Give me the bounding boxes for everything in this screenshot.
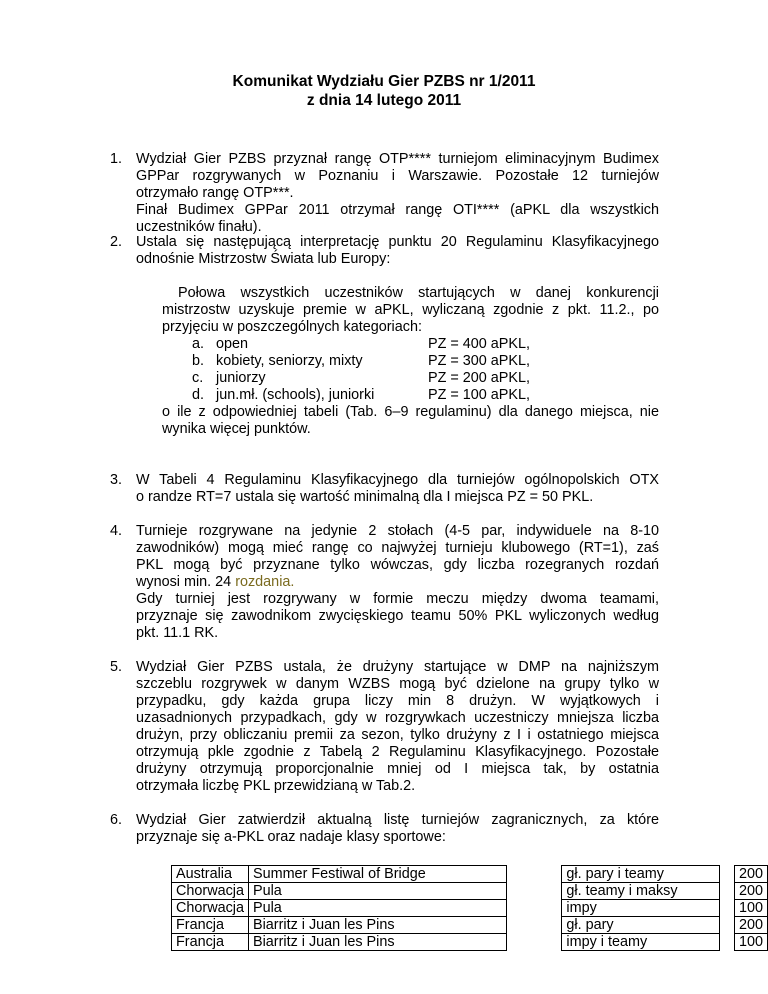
text-line: zawodników) mogą mieć rangę co najwyżej turnieju klubowego (RT=1), zaś	[136, 540, 659, 556]
text-line: Ustala się następującą interpretację punktu 20 Regulaminu Klasyfikacyjnego	[136, 234, 659, 250]
quote-line: przyjęciu w poszczególnych kategoriach:	[162, 319, 422, 335]
text-line: o randze RT=7 ustala się wartość minimalną dla I miejsca PZ = 50 PKL.	[136, 489, 594, 505]
text-line-start: wynosi min. 24	[136, 574, 232, 590]
text-line: otrzymują pkle zgodnie z Tabelą 2 Regulaminu Klasyfikacyjnego. Pozostałe	[136, 744, 659, 760]
points-cell: 200	[734, 866, 767, 883]
category-name: open	[216, 336, 249, 352]
text-line: odnośnie Mistrzostw Świata lub Europy:	[136, 251, 391, 267]
table-row	[172, 883, 768, 900]
item-number: 3.	[110, 472, 123, 488]
event-cell: Summer Festiwal of Bridge	[248, 866, 506, 883]
item-number: 2.	[110, 234, 123, 250]
event-cell: Biarritz i Juan les Pins	[248, 934, 506, 951]
type-cell: impy	[562, 900, 720, 917]
event-cell: Pula	[248, 900, 506, 917]
text-line: Finał Budimex GPPar 2011 otrzymał rangę OTI**** (aPKL dla wszystkich	[136, 202, 659, 218]
type-cell: gł. pary i teamy	[562, 866, 720, 883]
country-cell: Chorwacja	[172, 900, 249, 917]
text-line: GPPar rozgrywanych w Poznaniu i Warszawie. Pozostałe 12 turniejów	[136, 168, 659, 184]
type-cell: impy i teamy	[562, 934, 720, 951]
points-cell: 200	[734, 917, 767, 934]
text-line: uczestników finału).	[136, 219, 262, 235]
tournament-table	[171, 865, 768, 951]
country-cell: Chorwacja	[172, 883, 249, 900]
category-value: PZ = 400 aPKL,	[428, 336, 530, 352]
text-line: Wydział Gier PZBS przyznał rangę OTP**** turniejom eliminacyjnym Budimex	[136, 151, 659, 167]
text-line: szczeblu rozgrywek w danym WZBS mogą być dzielone na grupy tylko w	[136, 676, 659, 692]
item-number: 5.	[110, 659, 123, 675]
quote-line: o ile z odpowiedniej tabeli (Tab. 6–9 regulaminu) dla danego miejsca, nie	[162, 404, 659, 420]
points-cell: 200	[734, 883, 767, 900]
highlight-word: rozdania.	[235, 574, 295, 590]
points-cell: 100	[734, 900, 767, 917]
text-line: przyznaje się a-PKL oraz nadaje klasy sportowe:	[136, 829, 446, 845]
text-line: przyznaje się zawodnikom zwycięskiego teamu 50% PKL wyliczonych według	[136, 608, 659, 624]
text-line: Wydział Gier zatwierdził aktualną listę turniejów zagranicznych, za które	[136, 812, 659, 828]
type-cell: gł. teamy i maksy	[562, 883, 720, 900]
document-title: Komunikat Wydziału Gier PZBS nr 1/2011	[232, 73, 536, 90]
category-value: PZ = 300 aPKL,	[428, 353, 530, 369]
document-date: z dnia 14 lutego 2011	[306, 92, 462, 109]
category-letter: c.	[192, 370, 204, 386]
table-row	[172, 934, 768, 951]
text-line: otrzymało rangę OTP***.	[136, 185, 294, 201]
text-line: otrzymała liczbę PKL przewidzianą w Tab.2.	[136, 778, 416, 794]
category-letter: d.	[192, 387, 205, 403]
category-value: PZ = 100 aPKL,	[428, 387, 530, 403]
quote-line: Połowa wszystkich uczestników startujących w danej konkurencji	[178, 285, 659, 301]
item-number: 6.	[110, 812, 123, 828]
text-line: Gdy turniej jest rozgrywany w formie meczu między dwoma teamami,	[136, 591, 659, 607]
country-cell: Francja	[172, 917, 249, 934]
category-value: PZ = 200 aPKL,	[428, 370, 530, 386]
text-line: drużyny otrzymują proporcjonalnie mniej od I miejsca tak, by ostatnia	[136, 761, 659, 777]
event-cell: Biarritz i Juan les Pins	[248, 917, 506, 934]
table-row	[172, 900, 768, 917]
type-cell: gł. pary	[562, 917, 720, 934]
country-cell: Australia	[172, 866, 249, 883]
text-line: Turnieje rozgrywane na jedynie 2 stołach (4-5 par, indywiduele na 8-10	[136, 523, 659, 539]
item-number: 4.	[110, 523, 123, 539]
category-name: jun.mł. (schools), juniorki	[216, 387, 375, 403]
text-line: przypadku, gdy każda grupa liczy min 8 drużyn. W wyjątkowych i	[136, 693, 659, 709]
quote-line: mistrzostw uzyskuje premie w aPKL, wyliczaną zgodnie z pkt. 11.2., po	[162, 302, 659, 318]
table-row	[172, 917, 768, 934]
text-line: PKL mogą być przyznane tylko wówczas, gdy liczba rozegranych rozdań	[136, 557, 659, 573]
text-line	[136, 574, 294, 591]
table-row	[172, 866, 768, 883]
text-line: pkt. 11.1 RK.	[136, 625, 219, 641]
text-line: Wydział Gier PZBS ustala, że drużyny startujące w DMP na najniższym	[136, 659, 659, 675]
text-line: uzasadnionych przypadkach, gdy w rozgrywkach uczestniczy mniejsza liczba	[136, 710, 659, 726]
item-number: 1.	[110, 151, 123, 167]
text-line: drużyn, przy obliczaniu premii za sezon, tylko drużyny z I i ostatniego miejsca	[136, 727, 659, 743]
category-name: kobiety, seniorzy, mixty	[216, 353, 363, 369]
category-letter: a.	[192, 336, 205, 352]
text-line: W Tabeli 4 Regulaminu Klasyfikacyjnego dla turniejów ogólnopolskich OTX	[136, 472, 659, 488]
category-letter: b.	[192, 353, 205, 369]
event-cell: Pula	[248, 883, 506, 900]
quote-line: wynika więcej punktów.	[162, 421, 311, 437]
category-name: juniorzy	[216, 370, 266, 386]
country-cell: Francja	[172, 934, 249, 951]
points-cell: 100	[734, 934, 767, 951]
